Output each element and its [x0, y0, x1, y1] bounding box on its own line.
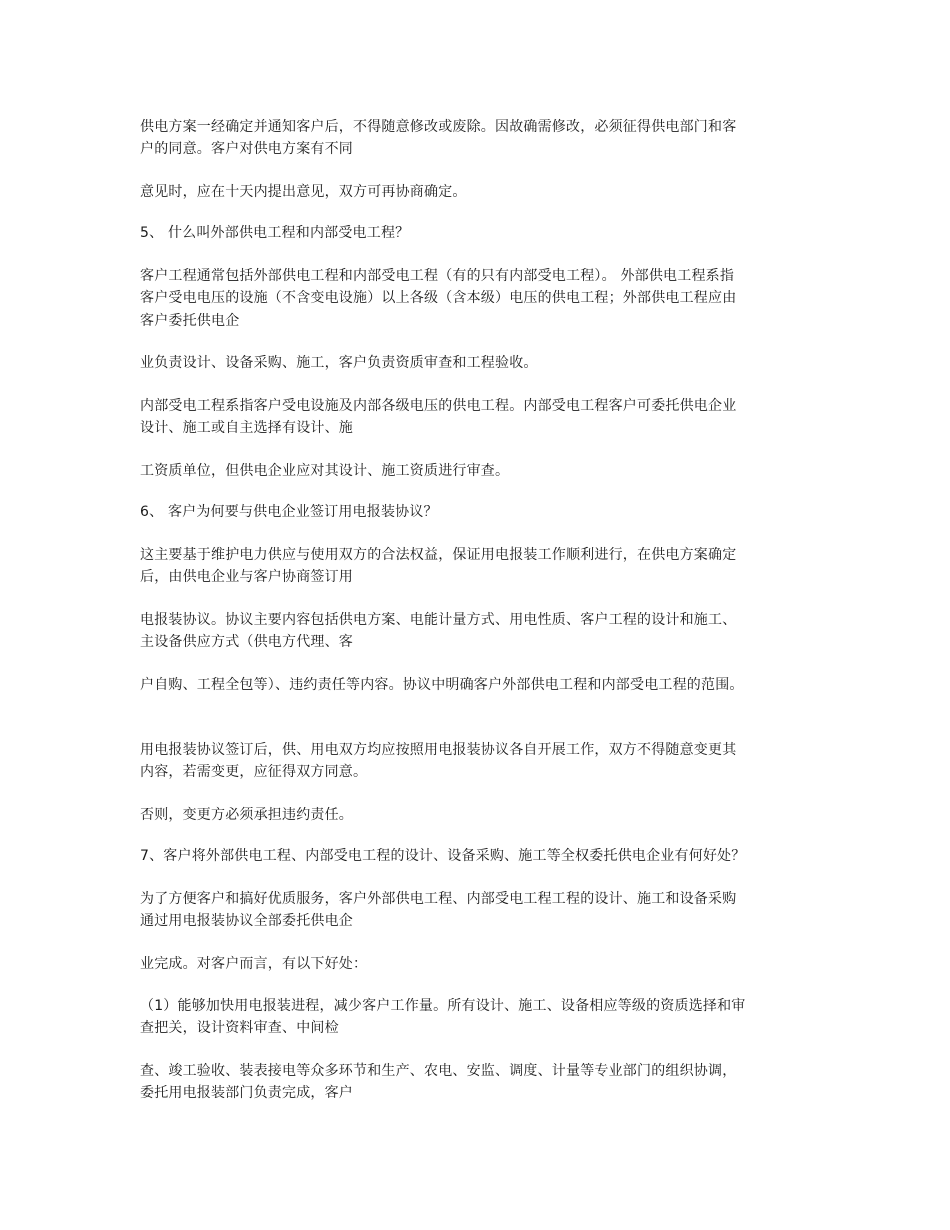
text-line: 户自购、工程全包等）、违约责任等内容。协议中明确客户外部供电工程和内部受电工程的范围。 [140, 677, 744, 693]
text-line: 客户受电电压的设施（不含变电设施）以上各级（含本级）电压的供电工程；外部供电工程应由 [140, 290, 737, 306]
section-heading: 6、 客户为何要与供电企业签订用电报装协议？ [140, 504, 438, 520]
text-line: 工资质单位，但供电企业应对其设计、施工资质进行审查。 [140, 463, 510, 479]
text-line: 否则，变更方必须承担违约责任。 [140, 807, 353, 823]
text-line: 设计、施工或自主选择有设计、施 [140, 420, 353, 436]
text-line: 这主要基于维护电力供应与使用双方的合法权益，保证用电报装工作顺利进行，在供电方案确定 [140, 547, 737, 563]
text-line: 用电报装协议签订后，供、用电双方均应按照用电报装协议各自开展工作，双方不得随意变更其 [140, 742, 737, 758]
text-line: 为了方便客户和搞好优质服务，客户外部供电工程、内部受电工程工程的设计、施工和设备采购 [140, 891, 737, 907]
text-line: 业负责设计、设备采购、施工，客户负责资质审查和工程验收。 [140, 355, 538, 371]
text-line: 委托用电报装部门负责完成，客户 [140, 1085, 353, 1101]
text-line: 意见时，应在十天内提出意见，双方可再协商确定。 [140, 184, 467, 200]
text-line: 户的同意。客户对供电方案有不同 [140, 141, 353, 157]
text-line: （1）能够加快用电报装进程，减少客户工作量。所有设计、施工、设备相应等级的资质选择和审 [140, 998, 746, 1014]
section-heading: 5、 什么叫外部供电工程和内部受电工程？ [140, 225, 410, 241]
text-line: 客户委托供电企 [140, 313, 240, 329]
section-heading: 7、客户将外部供电工程、内部受电工程的设计、设备采购、施工等全权委托供电企业有何好处？ [140, 848, 746, 864]
text-line: 内部受电工程系指客户受电设施及内部各级电压的供电工程。内部受电工程客户可委托供电企业 [140, 398, 737, 414]
text-line: 电报装协议。协议主要内容包括供电方案、电能计量方式、用电性质、客户工程的设计和施工、 [140, 612, 737, 628]
text-line: 查把关，设计资料审查、中间检 [140, 1020, 339, 1036]
text-line: 通过用电报装协议全部委托供电企 [140, 913, 353, 929]
text-line: 内容，若需变更，应征得双方同意。 [140, 764, 368, 780]
text-line: 查、竣工验收、装表接电等众多环节和生产、农电、安监、调度、计量等专业部门的组织协调， [140, 1063, 737, 1079]
text-line: 供电方案一经确定并通知客户后，不得随意修改或废除。因故确需修改，必须征得供电部门和客 [140, 119, 737, 135]
text-line: 客户工程通常包括外部供电工程和内部受电工程（有的只有内部受电工程）。 外部供电工程系指 [140, 268, 735, 284]
text-line: 主设备供应方式（供电方代理、客 [140, 634, 353, 650]
text-line: 后，由供电企业与客户协商签订用 [140, 569, 353, 585]
text-line: 业完成。对客户而言，有以下好处： [140, 956, 368, 972]
